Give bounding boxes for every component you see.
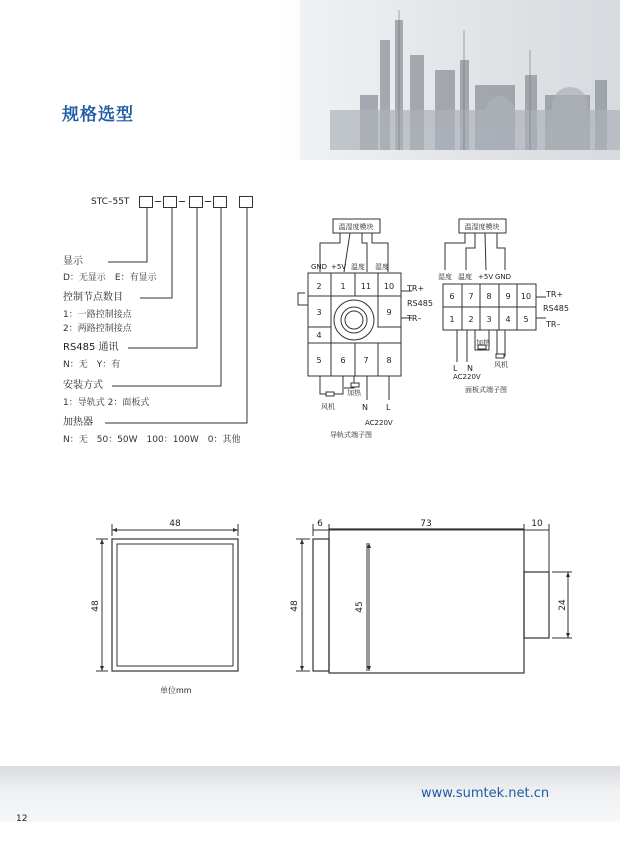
svg-text:导轨式端子图: 导轨式端子图	[330, 431, 372, 439]
svg-text:TR–: TR–	[407, 314, 422, 323]
svg-text:L: L	[453, 364, 458, 373]
spec-head-mount: 安装方式	[63, 380, 103, 391]
svg-text:5: 5	[316, 356, 322, 365]
svg-text:2: 2	[316, 282, 322, 291]
svg-text:+5V: +5V	[331, 263, 347, 271]
svg-text:温湿度模块: 温湿度模块	[464, 223, 500, 231]
svg-text:10: 10	[531, 519, 543, 529]
svg-text:1: 1	[340, 282, 346, 291]
svg-text:73: 73	[420, 519, 432, 529]
svg-text:7: 7	[363, 356, 369, 365]
svg-text:+5V: +5V	[478, 273, 494, 281]
front-dimension-drawing	[91, 519, 238, 695]
svg-text:温度: 温度	[458, 273, 472, 281]
svg-text:AC220V: AC220V	[365, 419, 393, 427]
spec-options-rs485: N：无 Y：有	[63, 360, 121, 370]
panel-terminal-diagram	[438, 219, 569, 394]
svg-text:11: 11	[360, 282, 372, 291]
svg-text:TR+: TR+	[407, 284, 425, 293]
svg-text:7: 7	[468, 292, 474, 301]
spec-options-display: D：无显示 E：有显示	[63, 273, 157, 283]
svg-text:2: 2	[468, 315, 474, 324]
svg-text:GND: GND	[495, 273, 512, 281]
svg-text:湿度: 湿度	[375, 263, 389, 271]
svg-text:加热: 加热	[347, 389, 361, 397]
svg-text:9: 9	[505, 292, 511, 301]
svg-text:风机: 风机	[494, 361, 508, 369]
website-link[interactable]: www.sumtek.net.cn	[421, 786, 550, 801]
svg-text:24: 24	[558, 599, 568, 611]
svg-text:6: 6	[449, 292, 455, 301]
svg-text:9: 9	[386, 308, 392, 317]
svg-text:3: 3	[316, 308, 322, 317]
svg-text:GND: GND	[311, 263, 328, 271]
svg-text:单位mm: 单位mm	[160, 686, 192, 695]
svg-text:4: 4	[505, 315, 511, 324]
svg-text:5: 5	[523, 315, 529, 324]
svg-text:湿度: 湿度	[438, 273, 452, 281]
svg-text:48: 48	[91, 600, 101, 612]
spec-head-display: 显示	[63, 256, 83, 267]
svg-text:6: 6	[340, 356, 346, 365]
svg-text:10: 10	[383, 282, 395, 291]
svg-text:面板式端子图: 面板式端子图	[465, 386, 507, 394]
page-number: 12	[16, 814, 28, 824]
svg-text:48: 48	[169, 519, 181, 529]
spec-options-nodes-1: 1：一路控制接点	[63, 310, 132, 320]
svg-text:N: N	[467, 364, 473, 373]
svg-text:8: 8	[486, 292, 492, 301]
svg-text:8: 8	[386, 356, 392, 365]
svg-text:1: 1	[449, 315, 455, 324]
spec-options-nodes-2: 2：两路控制接点	[63, 324, 132, 334]
section-title: 规格选型	[62, 105, 134, 125]
svg-text:10: 10	[520, 292, 532, 301]
spec-head-rs485: RS485 通讯	[63, 342, 119, 353]
svg-text:TR+: TR+	[546, 290, 564, 299]
svg-text:N: N	[362, 403, 368, 412]
svg-text:风机: 风机	[321, 403, 335, 411]
rail-module-label: 温湿度模块	[338, 223, 374, 231]
svg-text:RS485: RS485	[543, 304, 569, 313]
side-dimension-drawing	[290, 519, 572, 673]
svg-text:AC220V: AC220V	[453, 373, 481, 381]
spec-head-nodes: 控制节点数目	[63, 292, 123, 303]
svg-text:4: 4	[316, 331, 322, 340]
rail-terminal-diagram	[298, 219, 433, 439]
spec-options-mount: 1：导轨式 2：面板式	[63, 398, 150, 408]
svg-text:RS485: RS485	[407, 299, 433, 308]
spec-head-heater: 加热器	[63, 417, 93, 428]
spec-options-heater: N：无 50：50W 100：100W 0：其他	[63, 435, 241, 445]
svg-text:45: 45	[355, 601, 365, 613]
svg-text:3: 3	[486, 315, 492, 324]
svg-text:L: L	[386, 403, 391, 412]
leader-lines	[105, 208, 247, 423]
svg-text:48: 48	[290, 600, 300, 612]
model-prefix: STC–55T	[91, 197, 130, 207]
svg-text:6: 6	[317, 519, 323, 529]
svg-text:温度: 温度	[351, 263, 365, 271]
svg-text:TR–: TR–	[546, 320, 561, 329]
svg-text:加热: 加热	[476, 339, 490, 347]
